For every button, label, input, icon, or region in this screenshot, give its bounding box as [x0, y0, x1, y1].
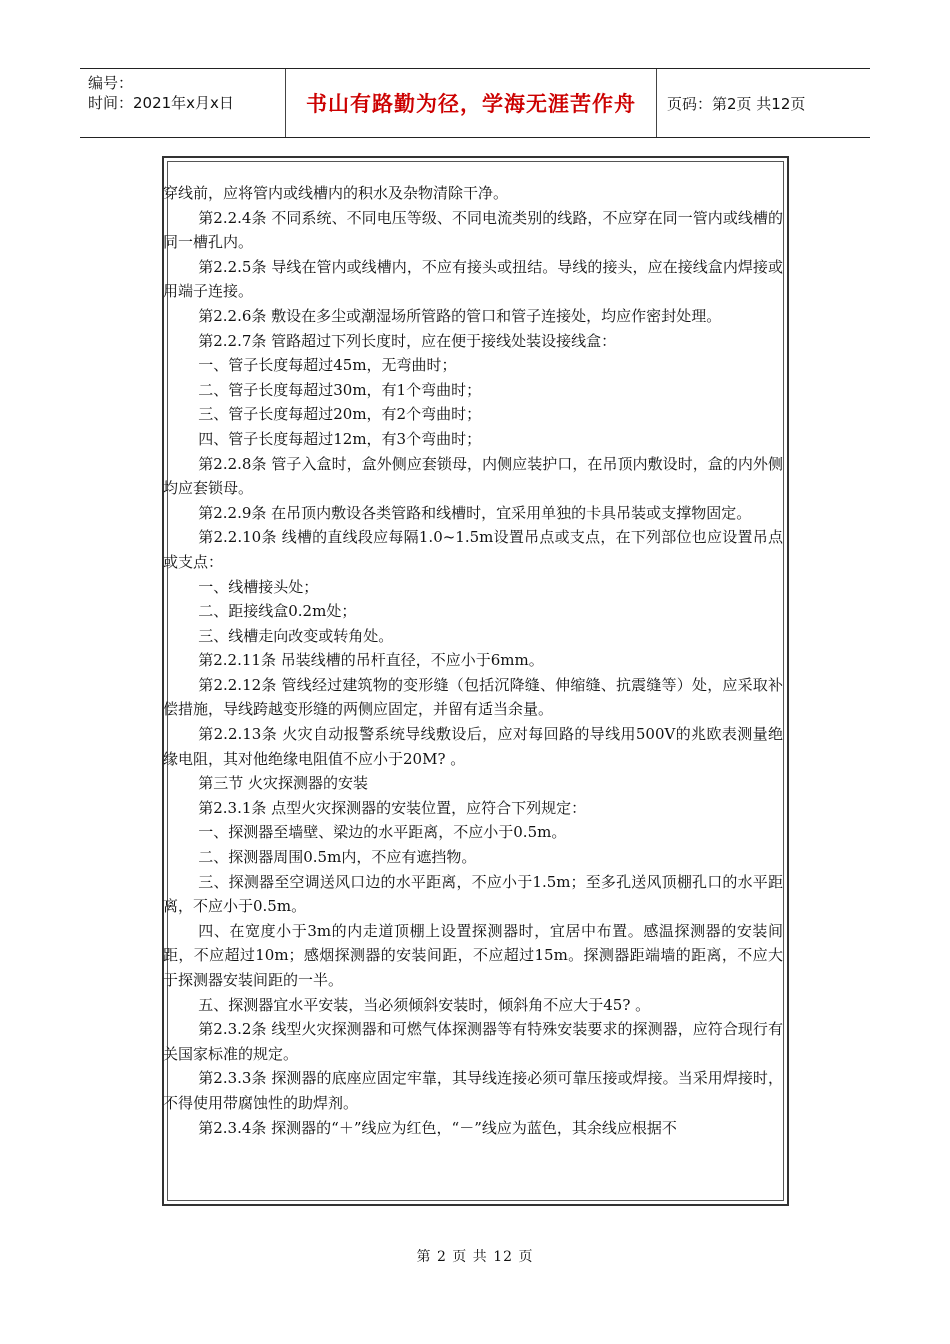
paragraph: 第2.2.8条 管子入盒时，盒外侧应套锁母，内侧应装护口，在吊顶内敷设时，盒的内外侧均应套锁母。: [163, 454, 783, 498]
paragraph: 五、探测器宜水平安装，当必须倾斜安装时，倾斜角不应大于45? 。: [198, 995, 651, 1014]
header-motto: 书山有路勤为径，学海无涯苦作舟: [306, 92, 636, 116]
paragraph: 第三节 火灾探测器的安装: [198, 774, 369, 793]
header-motto-cell: [285, 69, 657, 137]
paragraph: 第2.2.11条 吊装线槽的吊杆直径，不应小于6mm。: [198, 651, 544, 670]
paragraph: 第2.2.7条 管路超过下列长度时，应在便于接线处装设接线盒：: [198, 331, 617, 350]
paragraph: 第2.3.1条 点型火灾探测器的安装位置，应符合下列规定：: [198, 798, 587, 817]
document-time-label: 时间：2021年x月x日: [88, 94, 234, 112]
paragraph: 一、线槽接头处；: [198, 577, 319, 596]
paragraph: 二、探测器周围0.5m内，不应有遮挡物。: [198, 848, 477, 867]
paragraph: 穿线前，应将管内或线槽内的积水及杂物清除干净。: [163, 184, 509, 202]
paragraph: 第2.2.12条 管线经过建筑物的变形缝（包括沉降缝、伸缩缝、抗震缝等）处，应采取补偿措施，导线跨越变形缝的两侧应固定，并留有适当余量。: [163, 675, 783, 719]
paragraph: 三、探测器至空调送风口边的水平距离，不应小于1.5m；至多孔送风顶棚孔口的水平距离，不应小于0.5m。: [163, 872, 783, 916]
header-page-info-cell: [657, 69, 870, 137]
paragraph: 第2.3.3条 探测器的底座应固定牢靠，其导线连接必须可靠压接或焊接。当采用焊接时，不得使用带腐蚀性的助焊剂。: [163, 1069, 783, 1112]
paragraph: 第2.3.2条 线型火灾探测器和可燃气体探测器等有特殊安装要求的探测器，应符合现行有关国家标准的规定。: [163, 1020, 783, 1063]
header-page-info: 页码：第2页 共12页: [667, 94, 806, 113]
paragraph: 四、在宽度小于3m的内走道顶棚上设置探测器时，宜居中布置。感温探测器的安装间距，不应超过10m；感烟探测器的安装间距，不应超过15m。探测器距端墙的距离，不应大于探测器安装间距的一半。: [163, 921, 783, 989]
paragraph: 一、探测器至墙壁、梁边的水平距离，不应小于0.5m。: [198, 823, 567, 842]
paragraph: 一、管子长度每超过45m，无弯曲时；: [198, 356, 457, 375]
paragraph: 二、距接线盒0.2m处；: [198, 602, 357, 621]
paragraph: 第2.3.4条 探测器的“＋”线应为红色，“－”线应为蓝色，其余线应根据不: [198, 1118, 677, 1137]
paragraph: 第2.2.4条 不同系统、不同电压等级、不同电流类别的线路，不应穿在同一管内或线槽的同一槽孔内。: [163, 208, 783, 252]
paragraph: 第2.2.5条 导线在管内或线槽内，不应有接头或扭结。导线的接头，应在接线盒内焊接或用端子连接。: [163, 257, 783, 301]
paragraph: 三、线槽走向改变或转角处。: [198, 626, 394, 645]
page-footer: 第 2 页 共 12 页: [416, 1249, 534, 1265]
document-body: [163, 181, 783, 1140]
paragraph: 三、管子长度每超过20m，有2个弯曲时；: [198, 405, 482, 424]
paragraph: 第2.2.9条 在吊顶内敷设各类管路和线槽时，宜采用单独的卡具吊装或支撑物固定。: [198, 503, 752, 522]
paragraph: 第2.2.10条 线槽的直线段应每隔1.0~1.5m设置吊点或支点，在下列部位也应设置吊点或支点：: [163, 528, 783, 571]
paragraph: 第2.2.13条 火灾自动报警系统导线敷设后，应对每回路的导线用500V的兆欧表测量绝缘电阻，其对他绝缘电阻值不应小于20M? 。: [163, 725, 783, 768]
paragraph: 二、管子长度每超过30m，有1个弯曲时；: [198, 380, 482, 399]
header-meta: [80, 69, 285, 137]
paragraph: 四、管子长度每超过12m，有3个弯曲时；: [198, 429, 482, 448]
page-header: [80, 68, 870, 138]
paragraph: 第2.2.6条 敷设在多尘或潮湿场所管路的管口和管子连接处，均应作密封处理。: [198, 306, 722, 325]
document-number-label: 编号：: [88, 74, 134, 92]
